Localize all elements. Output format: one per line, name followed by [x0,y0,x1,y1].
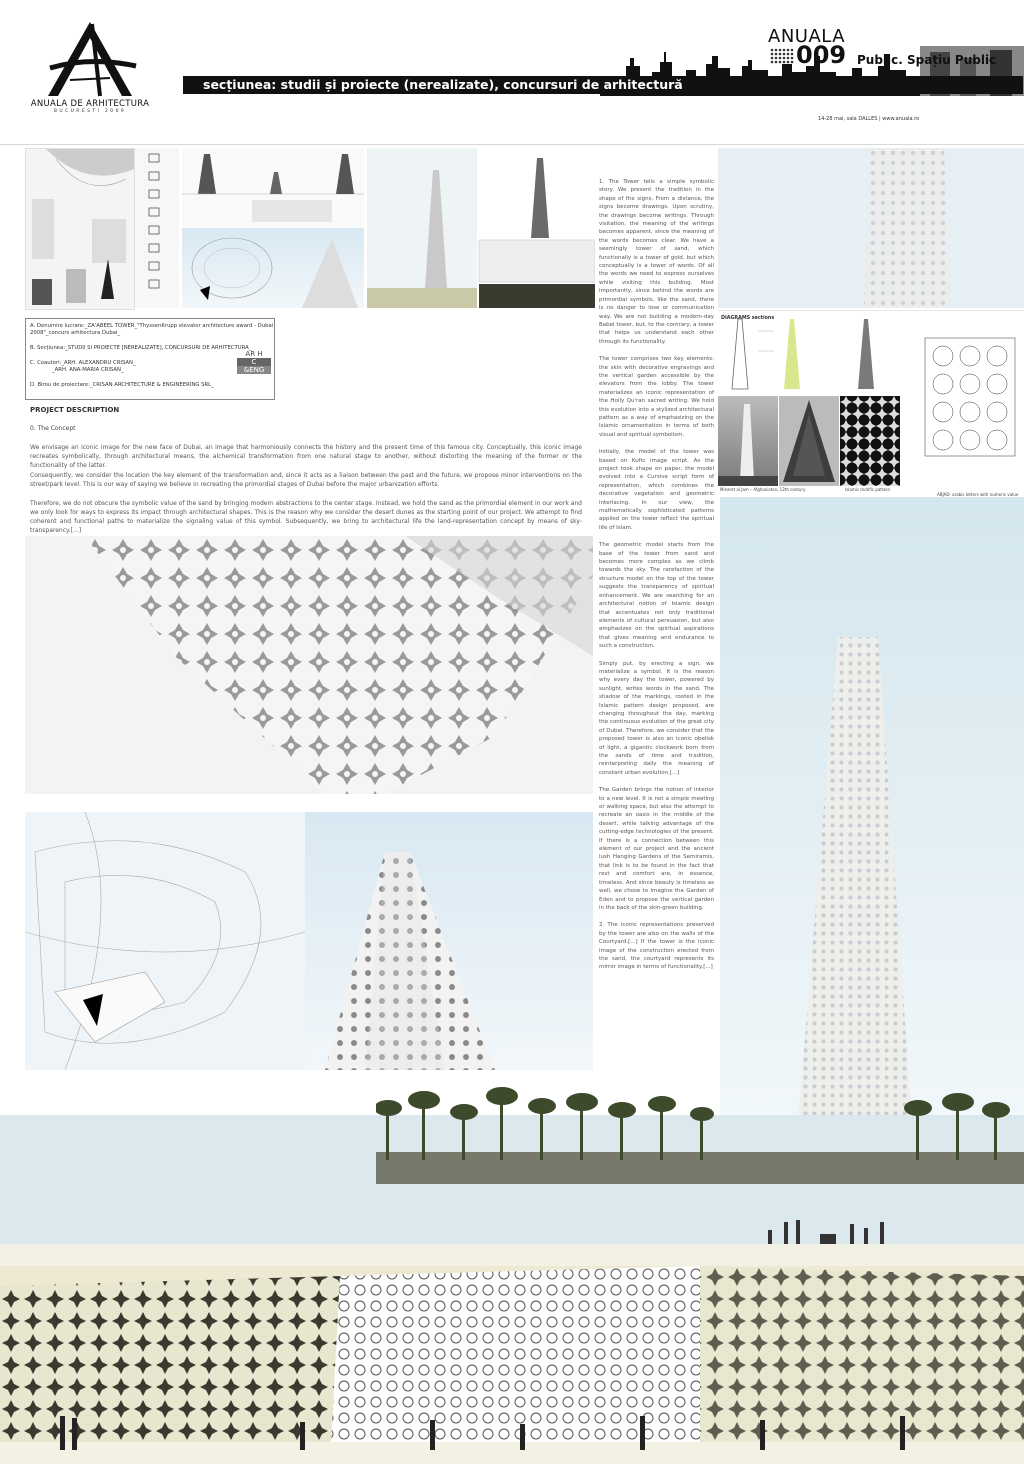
pattern-caption: Islamic motific pattern [845,487,891,492]
info-project-name: A. Denumire lucrare:_ZA'ABEEL TOWER_"ThyssenKrupp elevator architecture award - Dubai [30,323,274,329]
right-paragraph-7: 2. The iconic representations preserved by the tower are also on the walls of the Courtyard.[...] If the tower is the iconic image of the construction erected from the sand, the courtyard represents its mirror image in terms of functionality.[...] [599,922,714,971]
dot-grid-icon [770,48,796,64]
header-divider [0,144,1024,145]
info-office: D. Birou de proiectare:_CRISAN ARCHITECTURE & ENGINEERING SRL_ [30,382,214,388]
minaret-closeup-photo [779,396,839,486]
description-paragraph-2: Consequently, we consider the location the key element of the transformation and, since it acts as a liaison between the past and the future, we propose minor interventions on the street/park level. This is our way of saying we believe in recreating the primordial stages of Dubai before the major urbanization efforts. [30,472,582,488]
event-info: 14-28 mai, sala DALLES | www.anuala.ro [818,116,920,122]
thumbnail-sheet-1 [25,148,135,310]
anuala-word: ANUALA [768,26,846,47]
tower-elevations-sheet [182,148,364,228]
info-section: B. Secțiunea:_STUDII SI PROIECTE [NEREALIZATE], CONCURSURI DE ARHITECTURA_ [30,345,252,351]
tower-full-elevation-render [720,497,1024,1117]
anuala-theme: Public. Spațiu Public [857,53,997,67]
crisan-logo-line-1: AR H [245,350,263,358]
crisan-logo-line-3: &ENG [237,366,271,374]
right-paragraph-2: The tower comprises two key elements: the skin with decorative engravings and the vertical garden accessible by the elevators from the lobby. The tower materializes an iconic representation of the Holly Qu'ran sacred writing. We hold this evolution into a stylized architectural pattern as a way of emphasizing on the Islamic ornamentation in terms of both visual and spiritual symbolism. [599,356,714,438]
right-text-column [599,178,714,981]
minaret-caption: Minaret al Jam – Afghanistan, 12th century [720,487,806,492]
right-paragraph-3: Initially, the model of the tower was based on Kufic image script. As the project took shape on paper, the model evolved into a Cursive script form of representation, which combines the decorative vegetation and geometric interlacing. In our view, the mathematically sophisticated patterns applied on the tower reflect the spiritual life of Islam. [599,449,714,531]
info-project-name-cont: 2008"_concurs arhitectura Dubai_ [30,330,121,336]
right-paragraph-6: The Garden brings the notion of interior to a new level. It is not a simple meeting or walking space, but also the attempt to recreate an oasis in the middle of the desert, while talking advantage of the cutting-edge technologies of the present. If there is a connection between this element of our project and the ancient lush Hanging Gardens of the Semiramis, that link is to be found in the fact that rest and comfort are, in essence, timeless. And since beauty is timeless as well, we chose to imagine the Garden of Eden and to propose the vertical garden in the back of the skin-green building. [599,787,714,911]
logo-title: ANUALA DE ARHITECTURA [30,99,150,109]
right-paragraph-5: Simply put, by erecting a sign, we materialize a symbol. It is the reason why every day the tower, powered by sunlight, writes words in the sand. The shadow of the markings, rooted in the Islamic pattern design proposed, are changing throughout the day, marking the continuous evolution of the great city of Dubai. Therefore, we consider that the proposed tower is also an iconic obelisk of light, a gigantic clockwork born from the sands of time and tradition, reinterpreting daily the meaning of constant urban evolution.[...] [599,660,714,776]
right-paragraph-1: 1. The Tower tells a simple symbolic story. We present the tradition in the shape of the signs. From a distance, the signs become drawings. Upon scrutiny, the drawings become writings. Through visitation, the meaning of the writings becomes apparent, since the meaning of the words becomes clear. We have a seemingly tower of sand, which functionally is a tower of gold, but which conceptually is a tower of words. Of all the words we need to express ourselves while visiting this building. Most importantly, since behind the words are primordial symbols, like the sand, there is no danger to lose or communication way. We are not building a modern-day Babel tower, but, to the contrary, a tower that helps us understand each other through its functionality. [599,179,714,345]
tower-views-sheet [367,148,595,308]
abjad-grid-diagram [903,330,1024,484]
anuala-logo-icon [40,20,140,98]
section-title: secțiunea: studii și proiecte (nerealizate), concursuri de arhitectură [203,77,683,92]
islamic-pattern-tile [840,396,900,486]
thumbnail-icon-strip [135,148,179,308]
description-paragraph-3: Therefore, we do not obscure the symbolic value of the sand by bringing modern abstractions to the center stage. Instead, we hold the sand as the primordial element in our work and we only look for ways to express its impact through architectural shapes. This is the reason why we consider the desert dunes as the starting point of our project. We attempt to find coherent and functional paths to materialize the signaling value of this symbol. Subsequently, we bring to architectural life the land-representation concept by means of sky-transparency.[...] [30,500,582,534]
info-coauthors: C. Coautori:_ARH. ALEXANDRU CRISAN_ [30,360,136,366]
project-description-heading: PROJECT DESCRIPTION [30,406,120,414]
ground-strip [0,1244,1024,1266]
tower-perspective-render [25,812,593,1070]
people-silhouettes-icon [760,1216,900,1246]
minaret-photo [718,396,778,486]
logo-subtitle: BUCURESTI 2009 [53,109,127,114]
palm-trees-icon [376,1080,1024,1160]
abjad-caption: ABJAD- arabic letters with numeric value [937,492,1019,497]
site-plan-thumbnail [182,228,364,308]
crisan-logo-line-2: C [237,358,271,366]
crisan-logo [237,350,271,394]
tower-top-render [718,148,1024,308]
tower-facade-closeup-render [25,536,593,794]
diagrams-label: DIAGRAMS sections [721,316,775,321]
description-paragraph-1: We envisage an iconic image for the new face of Dubai, an image that harmoniously connects the history and the present time of this famous city. Conceptually, this iconic image recreates symbolically, through architectural means, the alchemical transformation from one natural stage to another, without distorting the meaning of the former or the functionality of the latter. [30,444,582,469]
anuala-number: 009 [796,41,847,69]
info-coauthors-cont: _ARH. ANA-MARIA CRISAN_ [52,367,124,373]
concept-heading: 0. The Concept [30,425,76,432]
right-paragraph-4: The geometric model starts from the base of the tower from sand and becomes more complex as we climb towards the sky. The rarefaction of the structure model on the top of the tower suggests the transparency of spiritual enhancement. We are searching for an architectural notion of Islamic design that accentuates not only traditional elements of cultural persuasion, but also emphasizes on the spiritual aspirations that gives meaning and endurance to such a construction. [599,542,714,650]
courtyard-pattern-render [0,1266,1024,1464]
